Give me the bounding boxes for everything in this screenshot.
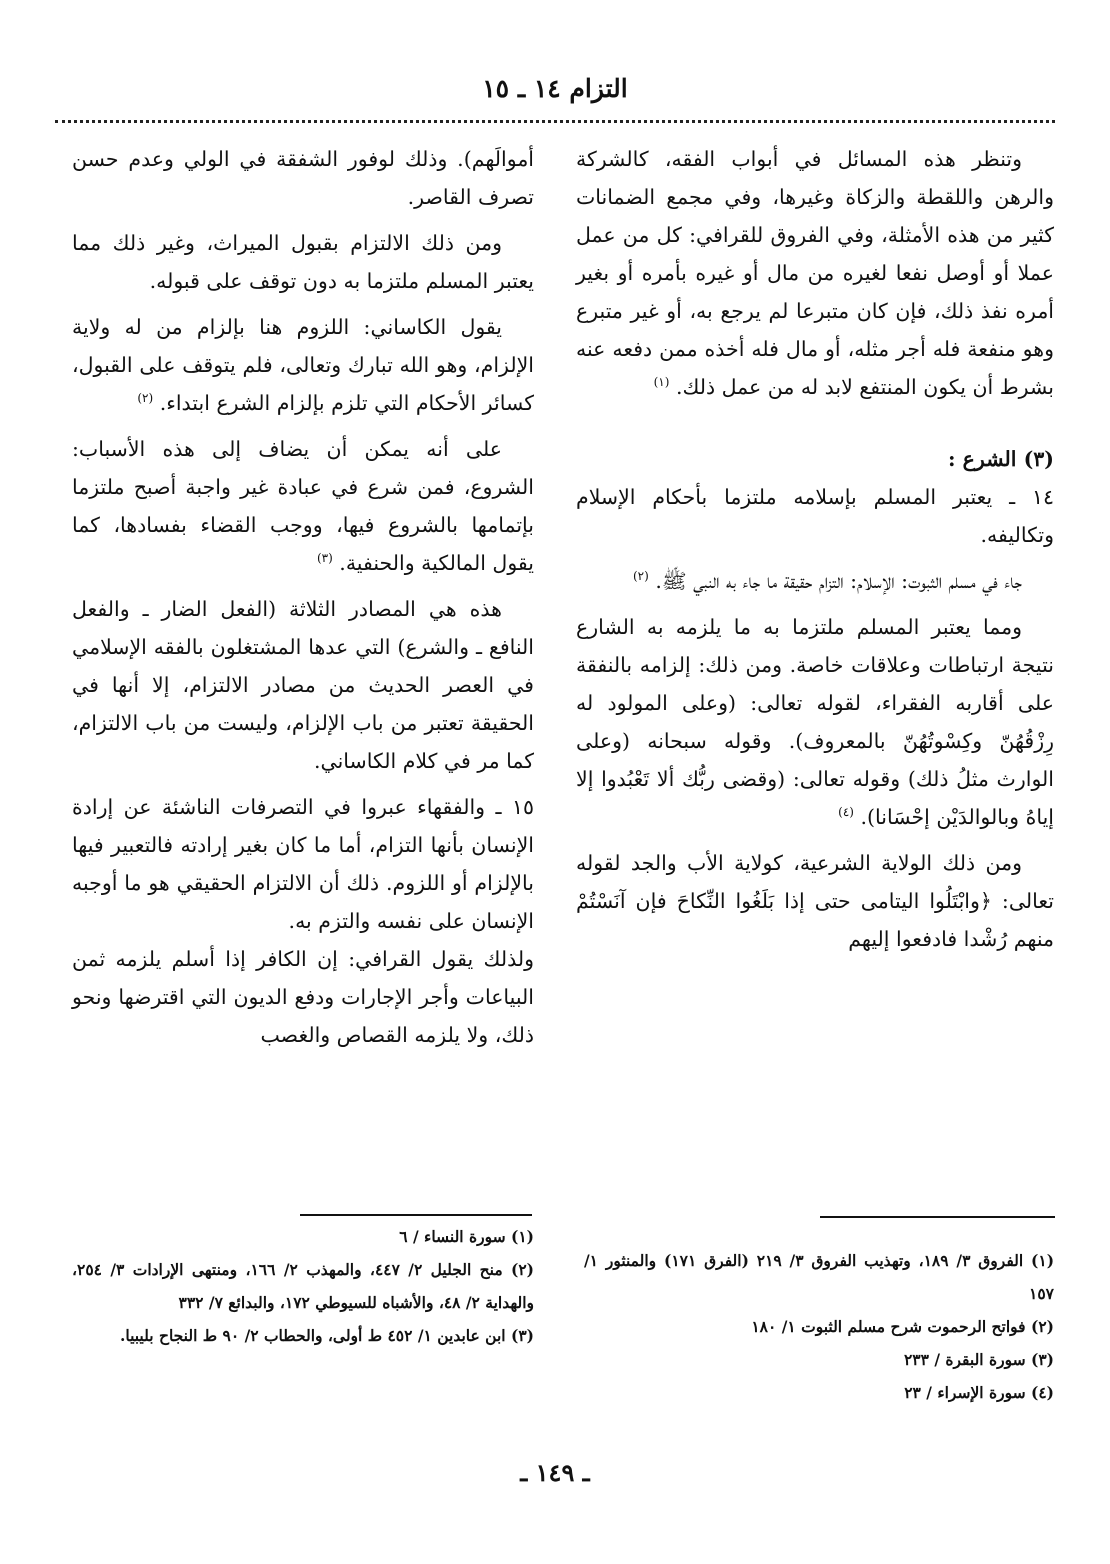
section-heading: (٣) الشرع : bbox=[947, 447, 1054, 471]
paragraph: هذه هي المصادر الثلاثة (الفعل الضار ـ والفعل النافع ـ والشرع) التي عدها المشتغلون بالفقه الإسلامي في العصر الحديث من مصادر الالتزام، إلا أنها في الحقيقة تعتبر من باب الإلزام، وليست من باب الالتزام، كما مر في كلام الكاساني. bbox=[72, 597, 534, 773]
paragraph: ومما يعتبر المسلم ملتزما به ما يلزمه به الشارع نتيجة ارتباطات وعلاقات خاصة. ومن ذلك: إلزامه بالنفقة على أقاربه الفقراء، لقوله تعالى: (وعلى المولود له رِزْقُهُنّ وكِسْوتُهُنّ بالمعروف). وقوله سبحانه (وعلى الوارث مثلُ ذلك) وقوله تعالى: (وقضى ربُّك ألا تَعْبُدوا إلا إياهُ وبالوالدَيْن إحْسَانا). $^{(٤)}$ bbox=[576, 615, 1054, 829]
footnote: (٣) ابن عابدين ١/ ٤٥٢ ط أولى، والحطاب ٢/ ٩٠ ط النجاح بليبيا. bbox=[119, 1326, 534, 1345]
paragraph: ولذلك يقول القرافي: إن الكافر إذا أسلم يلزمه ثمن البياعات وأجر الإجارات ودفع الديون التي اقترضها ونحو ذلك، ولا يلزمه القصاص والغصب bbox=[72, 947, 534, 1047]
paragraph: ومن ذلك الولاية الشرعية، كولاية الأب والجد لقوله تعالى: ﴿وابْتَلُوا اليتامى حتى إذا بَلَغُوا النِّكاحَ فإن آنَسْتُمْ منهم رُشْدا فادفعوا إليهم bbox=[576, 851, 1054, 951]
footnote-rule-right bbox=[820, 1216, 1055, 1218]
paragraph: على أنه يمكن أن يضاف إلى هذه الأسباب: الشروع، فمن شرع في عبادة غير واجبة أصبح ملتزما بإتمامها بالشروع فيها، ووجب القضاء بفسادها، كما يقول المالكية والحنفية. $^{(٣)}$ bbox=[72, 437, 534, 575]
footnote: (١) الفروق ٣/ ١٨٩، وتهذيب الفروق ٣/ ٢١٩ (الفرق ١٧١) والمنثور ١/ ١٥٧ bbox=[584, 1251, 1055, 1303]
paragraph: يقول الكاساني: اللزوم هنا بإلزام من له ولاية الإلزام، وهو الله تبارك وتعالى، فلم يتوقف على القبول، كسائر الأحكام التي تلزم بإلزام الشرع ابتداء. $^{(٢)}$ bbox=[72, 315, 534, 415]
paragraph: ومن ذلك الالتزام بقبول الميراث، وغير ذلك مما يعتبر المسلم ملتزما به دون توقف على قبوله. bbox=[72, 231, 534, 293]
footnote: (٢) فواتح الرحموت شرح مسلم الثبوت ١/ ١٨٠ bbox=[751, 1317, 1054, 1336]
footnote: (٣) سورة البقرة / ٢٣٣ bbox=[903, 1350, 1054, 1369]
paragraph: ١٤ ـ يعتبر المسلم بإسلامه ملتزما بأحكام الإسلام وتكاليفه. bbox=[576, 485, 1054, 547]
right-column bbox=[576, 140, 1054, 958]
left-column bbox=[72, 140, 534, 1054]
footnote: (٤) سورة الإسراء / ٢٣ bbox=[904, 1383, 1054, 1402]
header-dotted-rule bbox=[55, 120, 1055, 123]
footnote: (٢) منح الجليل ٢/ ٤٤٧، والمهذب ٢/ ١٦٦، ومنتهى الإرادات ٣/ ٢٥٤، والهداية ٢/ ٤٨، والأشباه للسيوطي ١٧٢، والبدائع ٧/ ٣٣٢ bbox=[72, 1260, 535, 1312]
paragraph: جاء في مسلم الثبوت: الإسلام: التزام حقيقة ما جاء به النبي ﷺ. $^{(٢)}$ bbox=[632, 569, 1022, 593]
footnote: (١) سورة النساء / ٦ bbox=[399, 1227, 534, 1246]
page-number: ـ ١٤٩ ـ bbox=[520, 1458, 590, 1487]
running-header: التزام ١٤ ـ ١٥ bbox=[482, 74, 628, 103]
footnotes-left bbox=[72, 1220, 534, 1352]
paragraph: وتنظر هذه المسائل في أبواب الفقه، كالشركة والرهن واللقطة والزكاة وغيرها، وفي مجمع الضمانات كثير من هذه الأمثلة، وفي الفروق للقرافي: كل من عمل عملا أو أوصل نفعا لغيره من مال أو غيره بأمره أو بغير أمره نفذ ذلك، فإن كان متبرعا لم يرجع به، أو غير متبرع وهو منفعة فله أجر مثله، أو مال فله أخذه ممن دفعه عنه بشرط أن يكون المنتفع لابد له من عمل ذلك. $^{(١)}$ bbox=[576, 147, 1054, 399]
paragraph: ١٥ ـ والفقهاء عبروا في التصرفات الناشئة عن إرادة الإنسان بأنها التزام، أما ما كان بغير إرادته فالتعبير فيها بالإلزام أو اللزوم. ذلك أن الالتزام الحقيقي هو ما أوجبه الإنسان على نفسه والتزم به. bbox=[72, 795, 534, 933]
footnotes-right bbox=[584, 1244, 1054, 1409]
paragraph: أموالَهم). وذلك لوفور الشفقة في الولي وعدم حسن تصرف القاصر. bbox=[72, 147, 534, 209]
footnote-rule-left bbox=[300, 1214, 532, 1216]
